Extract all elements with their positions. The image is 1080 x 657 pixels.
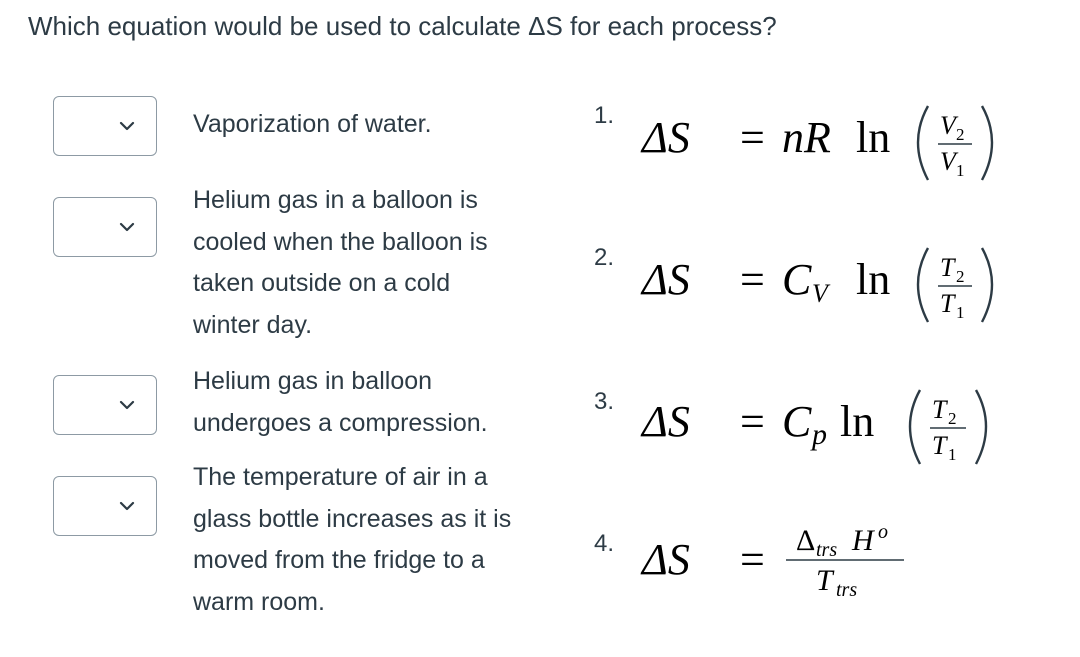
delta-s: ΔS [642, 535, 690, 584]
denominator-var: T [940, 289, 955, 318]
process-description-1 [193, 104, 432, 146]
left-paren [918, 106, 928, 180]
numerator-sub: 2 [956, 267, 965, 286]
numerator-sub: 2 [948, 409, 957, 428]
delta-s: ΔS [642, 113, 690, 162]
process-line: The temperature of air in a [193, 463, 488, 491]
equals-sign: = [740, 397, 765, 446]
numerator-var: H [852, 524, 874, 557]
process-description-4 [193, 457, 511, 623]
process-line: undergoes a compression. [193, 408, 488, 437]
equation-number-2: 2. [594, 244, 615, 271]
answer-select-3[interactable] [53, 375, 157, 435]
equation-2 [640, 234, 1010, 334]
denominator-var: V [940, 147, 956, 176]
denominator-sub: trs [836, 579, 858, 601]
factor: nR [782, 113, 831, 162]
denominator-sub: 1 [948, 445, 957, 464]
answer-select-1[interactable] [53, 96, 157, 156]
factor-sub: p [812, 418, 827, 451]
numerator-var: T [940, 253, 955, 282]
equation-3 [640, 376, 1010, 476]
denominator-var: T [816, 564, 833, 597]
equals-sign: = [740, 255, 765, 304]
process-line: winter day. [193, 310, 313, 339]
chevron-down-icon [118, 218, 136, 236]
process-description-2 [193, 180, 488, 346]
process-line: Vaporization of water. [193, 110, 432, 138]
process-line: glass bottle increases as it is [193, 504, 512, 533]
ln-function: ln [840, 397, 875, 446]
numerator-sub: 2 [956, 125, 965, 144]
denominator-sub: 1 [956, 161, 965, 180]
equation-number-4: 4. [594, 530, 615, 557]
chevron-down-icon [118, 117, 136, 135]
chevron-down-icon [118, 396, 136, 414]
factor-sub: V [812, 279, 828, 308]
denominator-var: T [932, 431, 947, 460]
equals-sign: = [740, 535, 765, 584]
numerator-delta: Δ [796, 524, 816, 557]
equation-number-1: 1. [594, 102, 615, 129]
question-text: Which equation would be used to calculate ΔS for each process? [28, 11, 777, 41]
ln-function: ln [856, 255, 891, 304]
process-line: taken outside on a cold [193, 269, 451, 297]
answer-select-4[interactable] [53, 476, 157, 536]
numerator-sub: trs [816, 539, 838, 561]
numerator-var: T [932, 395, 947, 424]
ln-function: ln [856, 113, 891, 162]
delta-s: ΔS [642, 255, 690, 304]
right-paren [976, 390, 986, 464]
delta-s: ΔS [642, 397, 690, 446]
process-line: Helium gas in balloon [193, 367, 433, 395]
equation-number-3: 3. [594, 388, 615, 415]
equals-sign: = [740, 113, 765, 162]
equation-1 [640, 92, 1010, 192]
process-line: moved from the fridge to a [193, 546, 485, 574]
numerator-sup: o [878, 521, 888, 543]
equation-4 [640, 510, 940, 610]
numerator-var: V [940, 111, 956, 140]
right-paren [982, 248, 992, 322]
process-line: warm room. [193, 587, 325, 616]
left-paren [918, 248, 928, 322]
right-paren [982, 106, 992, 180]
process-description-3 [193, 361, 488, 444]
answer-select-2[interactable] [53, 197, 157, 257]
factor: C [782, 255, 812, 304]
factor: C [782, 397, 812, 446]
left-paren [910, 390, 920, 464]
process-line: cooled when the balloon is [193, 227, 488, 256]
chevron-down-icon [118, 497, 136, 515]
denominator-sub: 1 [956, 303, 965, 322]
process-line: Helium gas in a balloon is [193, 186, 478, 214]
